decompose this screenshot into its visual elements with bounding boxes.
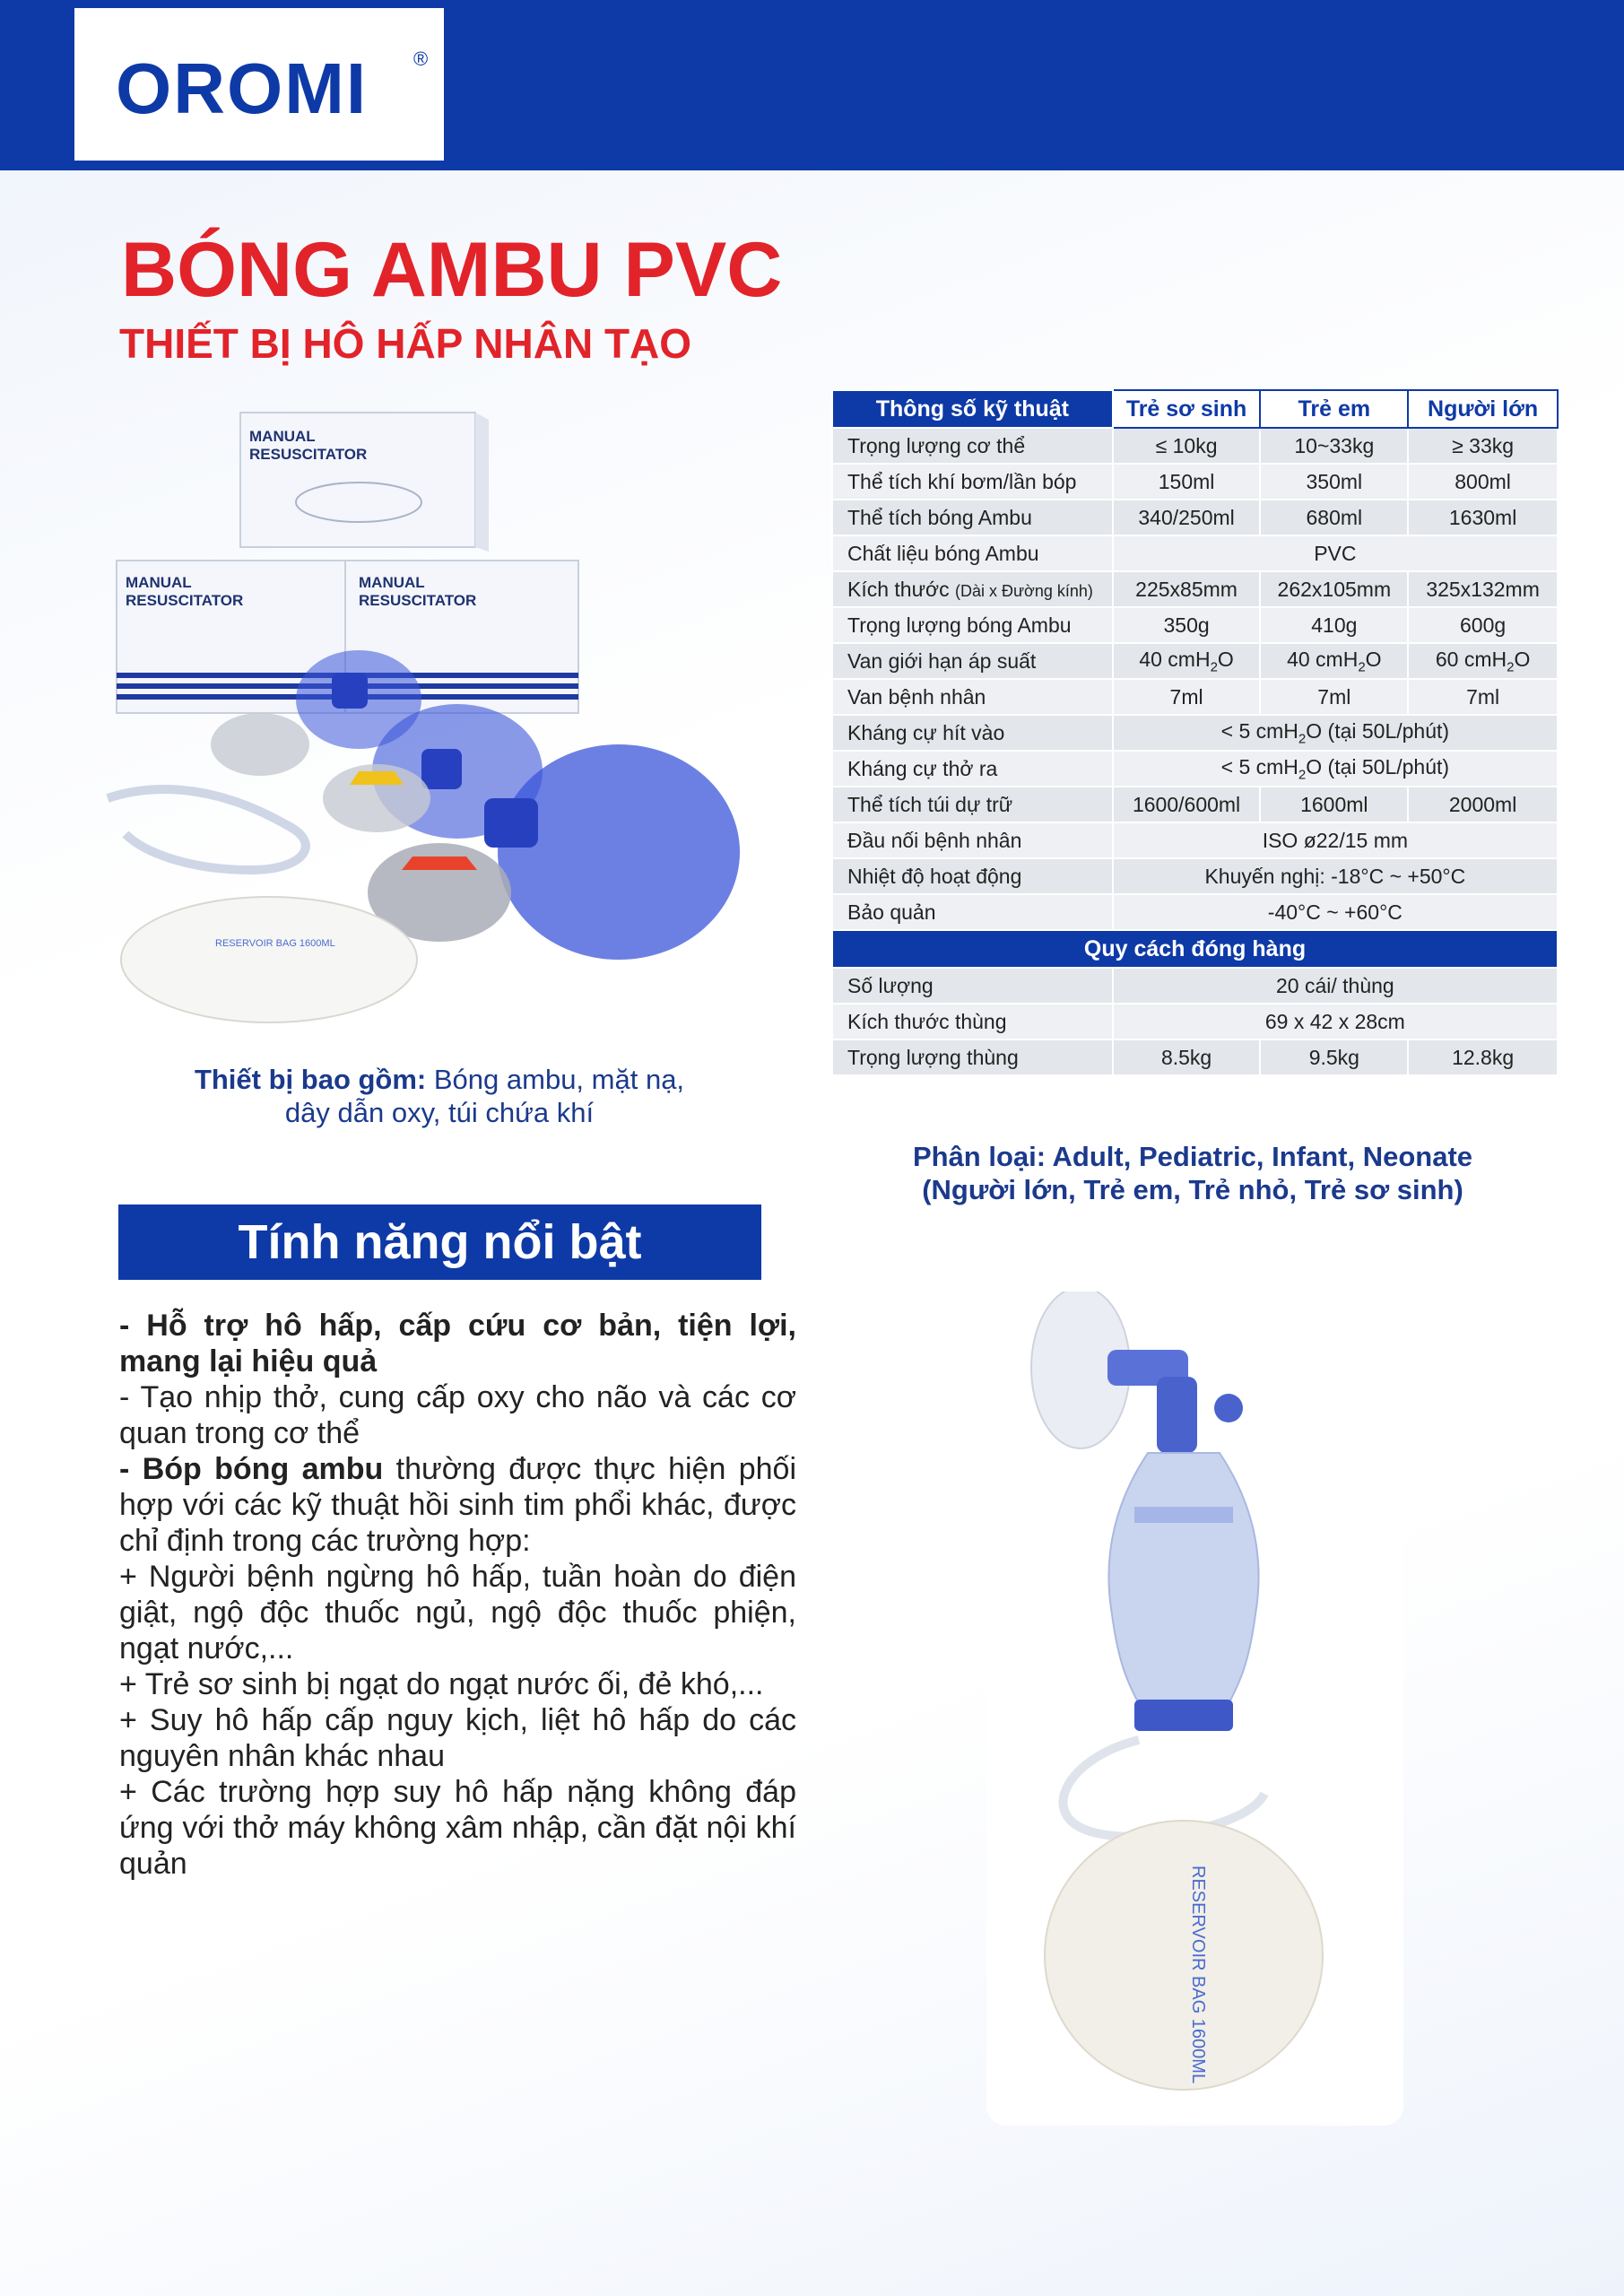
list-item: - Hỗ trợ hô hấp, cấp cứu cơ bản, tiện lợi, mang lại hiệu quả bbox=[119, 1309, 796, 1378]
table-row: Trọng lượng bóng Ambu 350g 410g 600g bbox=[832, 607, 1558, 643]
table-row: Trọng lượng thùng 8.5kg 9.5kg 12.8kg bbox=[832, 1039, 1558, 1075]
table-row: Kích thước thùng 69 x 42 x 28cm bbox=[832, 1004, 1558, 1039]
product-photo-single bbox=[1013, 1292, 1372, 2099]
caption-line2: dây dẫn oxy, túi chứa khí bbox=[284, 1097, 595, 1129]
spec-header-param: Thông số kỹ thuật bbox=[832, 390, 1113, 428]
page-title: BÓNG AMBU PVC bbox=[121, 227, 783, 313]
box-top-icon bbox=[240, 413, 489, 552]
product-photo-kit bbox=[90, 404, 753, 1031]
table-row: Thể tích khí bơm/lần bóp 150ml 350ml 800ml bbox=[832, 464, 1558, 500]
packing-header-row bbox=[832, 930, 1558, 968]
spec-header-child: Trẻ em bbox=[1260, 390, 1408, 428]
spec-header-neonate: Trẻ sơ sinh bbox=[1113, 390, 1261, 428]
svg-text:MANUAL: MANUAL bbox=[359, 574, 425, 591]
svg-text:MANUAL: MANUAL bbox=[126, 574, 192, 591]
svg-text:RESERVOIR BAG 1600ML: RESERVOIR BAG 1600ML bbox=[1188, 1866, 1208, 2084]
table-row: Van bệnh nhân 7ml 7ml 7ml bbox=[832, 679, 1558, 715]
svg-text:RESUSCITATOR: RESUSCITATOR bbox=[359, 592, 477, 609]
header-bar bbox=[0, 0, 1624, 170]
table-row: Trọng lượng cơ thể ≤ 10kg 10~33kg ≥ 33kg bbox=[832, 428, 1558, 464]
list-item: + Suy hô hấp cấp nguy kịch, liệt hô hấp do các nguyên nhân khác nhau bbox=[119, 1703, 796, 1773]
svg-text:MANUAL: MANUAL bbox=[249, 428, 316, 445]
list-item: + Người bệnh ngừng hô hấp, tuần hoàn do điện giật, ngộ độc thuốc ngủ, ngộ độc thuốc phiện, ngạt nước,... bbox=[119, 1560, 796, 1665]
list-item: + Trẻ sơ sinh bị ngạt do ngạt nước ối, đẻ khó,... bbox=[119, 1667, 764, 1701]
classification-line2: (Người lớn, Trẻ em, Trẻ nhỏ, Trẻ sơ sinh) bbox=[922, 1173, 1463, 1205]
table-row: Đầu nối bệnh nhân ISO ø22/15 mm bbox=[832, 822, 1558, 858]
page-subtitle: THIẾT BỊ HÔ HẤP NHÂN TẠO bbox=[119, 320, 692, 367]
table-row: Kháng cự hít vào < 5 cmH$_2$O (tại 50L/phút) bbox=[832, 715, 1558, 751]
svg-text:RESERVOIR BAG 1600ML: RESERVOIR BAG 1600ML bbox=[215, 938, 335, 949]
logo bbox=[74, 8, 444, 161]
list-item: + Các trường hợp suy hô hấp nặng không đáp ứng với thở máy không xâm nhập, cần đặt nội khí quản bbox=[119, 1775, 796, 1881]
spec-table bbox=[831, 389, 1559, 1076]
registered-mark: ® bbox=[413, 48, 429, 70]
table-row: Kích thước (Dài x Đường kính) 225x85mm 262x105mm 325x132mm bbox=[832, 571, 1558, 607]
features-heading-box bbox=[118, 1205, 761, 1280]
table-row: Van giới hạn áp suất 40 cmH$_2$O 40 cmH$_2$O 60 cmH$_2$O bbox=[832, 643, 1558, 679]
table-row: Kháng cự thở ra < 5 cmH$_2$O (tại 50L/phút) bbox=[832, 751, 1558, 787]
packing-header: Quy cách đóng hàng bbox=[832, 930, 1558, 968]
list-item: - Bóp bóng ambu thường được thực hiện phối hợp với các kỹ thuật hồi sinh tim phổi khác, được chỉ định trong các trường hợp: bbox=[119, 1452, 796, 1558]
list-item: - Tạo nhịp thở, cung cấp oxy cho não và các cơ quan trong cơ thể bbox=[119, 1380, 796, 1450]
table-row: Chất liệu bóng Ambu PVC bbox=[832, 535, 1558, 571]
reservoir-bag-icon bbox=[121, 897, 417, 1022]
table-row: Nhiệt độ hoạt động Khuyến nghị: -18°C ~ +50°C bbox=[832, 858, 1558, 894]
kit-caption bbox=[135, 1063, 744, 1129]
classification-line1: Phân loại: Adult, Pediatric, Infant, Neonate bbox=[912, 1141, 1473, 1172]
caption-line1: Bóng ambu, mặt nạ, bbox=[433, 1064, 685, 1095]
spec-header-row bbox=[832, 390, 1558, 428]
svg-text:RESUSCITATOR: RESUSCITATOR bbox=[126, 592, 244, 609]
features-title: Tính năng nổi bật bbox=[238, 1215, 642, 1269]
caption-label: Thiết bị bao gồm: bbox=[194, 1064, 427, 1095]
svg-text:RESUSCITATOR: RESUSCITATOR bbox=[249, 446, 368, 463]
table-row: Thể tích túi dự trữ 1600/600ml 1600ml 2000ml bbox=[832, 787, 1558, 822]
table-row: Thể tích bóng Ambu 340/250ml 680ml 1630ml bbox=[832, 500, 1558, 535]
table-row: Số lượng 20 cái/ thùng bbox=[832, 968, 1558, 1004]
features-list bbox=[119, 1308, 796, 1882]
classification bbox=[861, 1141, 1524, 1206]
logo-text: OROMI bbox=[116, 48, 369, 128]
table-row: Bảo quản -40°C ~ +60°C bbox=[832, 894, 1558, 930]
spec-header-adult: Người lớn bbox=[1408, 390, 1558, 428]
